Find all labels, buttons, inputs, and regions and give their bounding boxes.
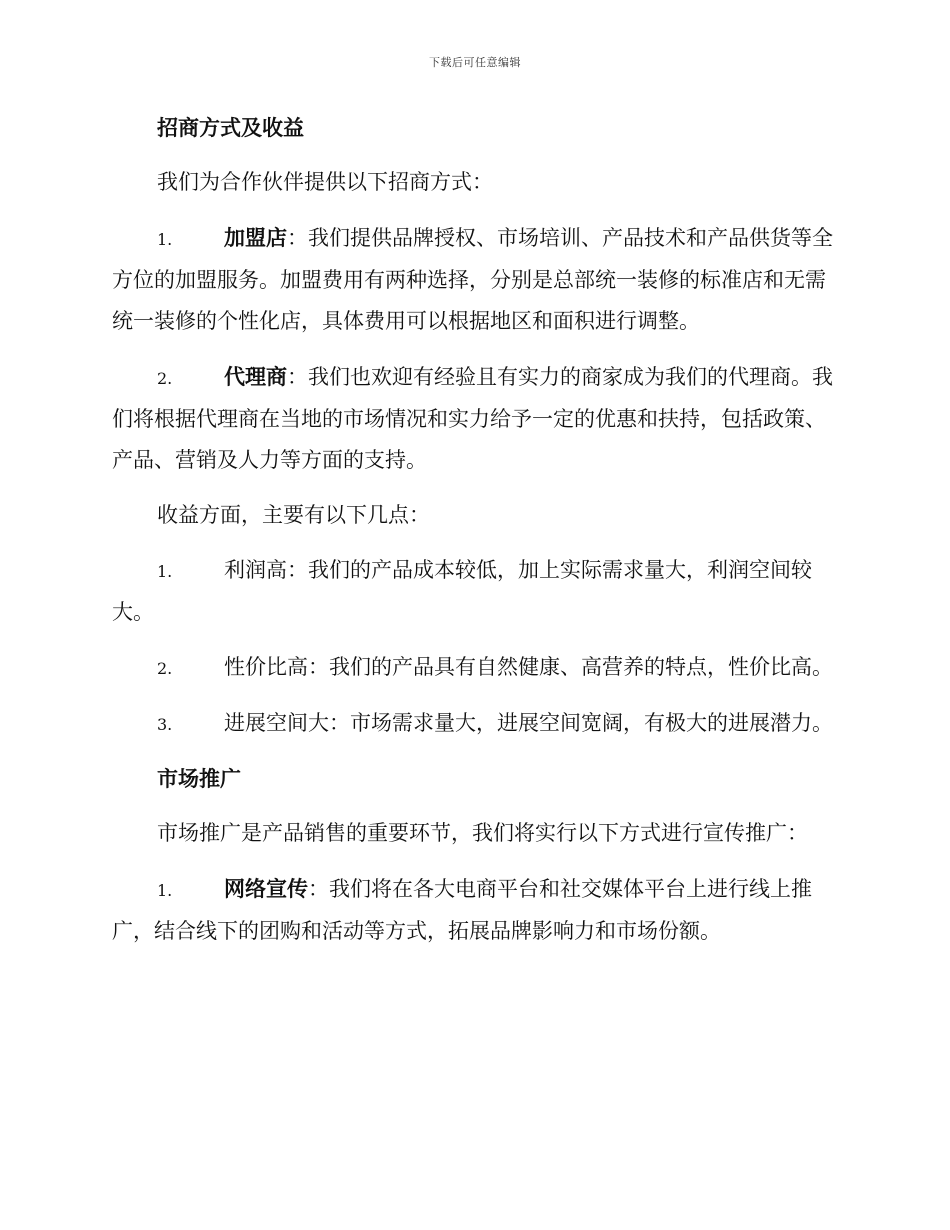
list-item-income-2 [112,647,837,689]
list-text: 我们也欢迎有经验且有实力的商家成为我们的代理商。我们将根据代理商在当地的市场情况和实力给予一定的优惠和扶持，包括政策、产品、营销及人力等方面的支持。 [112,365,833,472]
list-item-income-3 [112,703,837,745]
list-item-franchise: 1. 加盟店：我们提供品牌授权、市场培训、产品技术和产品供货等全方位的加盟服务。加盟费用有两种选择，分别是总部统一装修的标准店和无需统一装修的个性化店，具体费用可以根据地区和面积进行调整。 [112,217,837,342]
list-text: 我们提供品牌授权、市场培训、产品技术和产品供货等全方位的加盟服务。加盟费用有两种选择，分别是总部统一装修的标准店和无需统一装修的个性化店，具体费用可以根据地区和面积进行调整。 [112,226,833,333]
list-text: 我们将在各大电商平台和社交媒体平台上进行线上推广，结合线下的团购和活动等方式，拓展品牌影响力和市场份额。 [112,877,812,943]
list-item-online-promo: 1. 网络宣传：我们将在各大电商平台和社交媒体平台上进行线上推广，结合线下的团购和活动等方式，拓展品牌影响力和市场份额。 [112,868,837,952]
list-number: 3. [157,715,173,734]
document-body [112,108,837,952]
marketing-intro: 市场推广是产品销售的重要环节，我们将实行以下方式进行宣传推广： [157,821,808,845]
list-number: 1. [157,230,173,249]
list-number: 2. [157,659,173,678]
list-text: 性价比高：我们的产品具有自然健康、高营养的特点，性价比高。 [224,655,833,679]
section-title-investment: 招商方式及收益 [157,115,304,140]
section-title-marketing: 市场推广 [157,766,241,791]
investment-intro: 我们为合作伙伴提供以下招商方式： [157,170,493,194]
list-item-income-1 [112,550,837,633]
list-text: 利润高：我们的产品成本较低，加上实际需求量大，利润空间较大。 [112,558,812,624]
list-number: 2. [157,369,173,388]
list-term: 网络宣传 [224,876,308,901]
income-intro: 收益方面，主要有以下几点： [157,503,430,527]
page-header: 下载后可任意编辑 [429,56,521,69]
list-item-agent: 2. 代理商：我们也欢迎有经验且有实力的商家成为我们的代理商。我们将根据代理商在当地的市场情况和实力给予一定的优惠和扶持，包括政策、产品、营销及人力等方面的支持。 [112,356,837,481]
list-number: 1. [157,562,173,581]
list-term: 加盟店 [224,225,287,250]
list-number: 1. [157,881,173,900]
list-text: 进展空间大：市场需求量大，进展空间宽阔，有极大的进展潜力。 [224,711,833,735]
list-term: 代理商 [224,364,287,389]
